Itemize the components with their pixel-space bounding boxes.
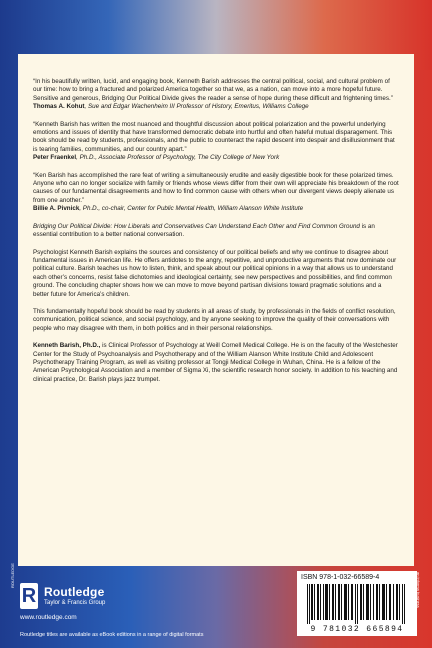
quote-author-title: , Ph.D., Associate Professor of Psychology, The City College of New York xyxy=(76,154,280,162)
quote-text: “Ken Barish has accomplished the rare feat of writing a simultaneously erudite and easily digestible book for these polarized times. Anyone who can no longer socialize with family or friends whose views differ from their own will appreciate his breakdown of the root causes of our fundamental disagreements and how to find common cause with others when our divergent views deeply alienate us from one another.” xyxy=(33,171,399,204)
ebook-note: Routledge titles are available as eBook editions in a range of digital formats xyxy=(20,632,204,638)
quote-author-title: , Ph.D., co-chair, Center for Public Mental Health, William Alanson White Institute xyxy=(79,205,304,213)
author-bio xyxy=(33,342,399,384)
routledge-logo-icon: R xyxy=(21,585,37,607)
quote-author: Billie A. Pivnick xyxy=(33,205,80,213)
book-title-paragraph xyxy=(33,223,399,240)
barcode-number: 9 781032 665894 xyxy=(310,625,404,634)
endorsement-quote-2 xyxy=(33,121,399,163)
book-title: Bridging Our Political Divide: How Liberals and Conservatives Can Understand Each Other and Find Common Ground xyxy=(33,222,360,230)
quote-text: “Kenneth Barish has written the most nuanced and thoughtful discussion about political polarization and the powerful underlying emotions and issues of identity that have transformed democratic debate into hurtful and often hateful mutual disparagement. This book should be read by students, professionals, and the public to counteract the rapid descent into despair and disillusionment that is tearing families, communities, and our country apart.” xyxy=(33,120,395,153)
publisher-subname: Taylor & Francis Group xyxy=(44,600,106,606)
isbn-label: ISBN 978-1-032-66589-4 xyxy=(301,574,380,581)
publisher-name: Routledge xyxy=(44,585,105,599)
quote-text: “In his beautifully written, lucid, and engaging book, Kenneth Barish addresses the central political, social, and cultural problem of our time: how to bring a fractured and polarized America together so that we, as a nation, can move into a more hopeful future. Sensitive and generous, Bridging Our Political Divide gives the reader a sense of hope during these difficult and frightening times.” xyxy=(33,78,393,102)
description-paragraph-2: This fundamentally hopeful book should be read by students in all areas of study, by professionals in the fields of conflict resolution, communication, political science, and social psychology, and by anyone seeking to improve the quality of their conversations with people who may disagree with them, in both politics and in their personal relationships. xyxy=(33,307,396,332)
endorsement-quote-3 xyxy=(33,172,399,214)
quote-author: Thomas A. Kohut xyxy=(33,103,85,111)
author-bio-text: is Clinical Professor of Psychology at Weill Cornell Medical College. He is on the faculty of the Westchester Center for the Study of Psychoanalysis and Psychotherapy and of the William Alanson White Institute Child and Adolescent Psychotherapy Training Program, as well as visiting professor at Tongji Medical College in Wuhan, China. He is a fellow of the American Psychological Association and a member of Sigma Xi, the scientific research honor society. In addition to his teaching and clinical practice, Dr. Barish plays jazz trumpet. xyxy=(33,342,398,383)
quote-author: Peter Fraenkel xyxy=(33,154,77,162)
publisher-side-label: ROUTLEDGE xyxy=(10,563,15,588)
quote-author-title: , Sue and Edgar Wachenheim III Professor of History, Emeritus, Williams College xyxy=(84,103,309,111)
barcode-icon xyxy=(307,584,407,624)
isbn-barcode xyxy=(297,571,417,636)
publisher-url[interactable]: www.routledge.com xyxy=(20,614,77,621)
author-name: Kenneth Barish, Ph.D., xyxy=(33,342,101,350)
back-cover-content xyxy=(33,78,399,384)
endorsement-quote-1 xyxy=(33,78,399,112)
book-title-rest: is an essential contribution to a better national conversation. xyxy=(33,222,375,239)
vertical-code: an informa business xyxy=(416,572,421,608)
description-paragraph-1: Psychologist Kenneth Barish explains the sources and consistency of our political beliefs and why we continue to disagree about fundamental issues in American life. He offers antidotes to the angry, repetitive, and unproductive arguments that now dominate our political culture. Barish teaches us how to listen, think, and speak about our political opinions in a way that allows us to understand each other’s concerns, resist false dichotomies and ideological certainty, see new perspectives and possibilities, and find common ground. The concluding chapter shows how we can move to move beyond partisan divisions toward pragmatic solutions and a better future for America’s children. xyxy=(33,248,397,298)
